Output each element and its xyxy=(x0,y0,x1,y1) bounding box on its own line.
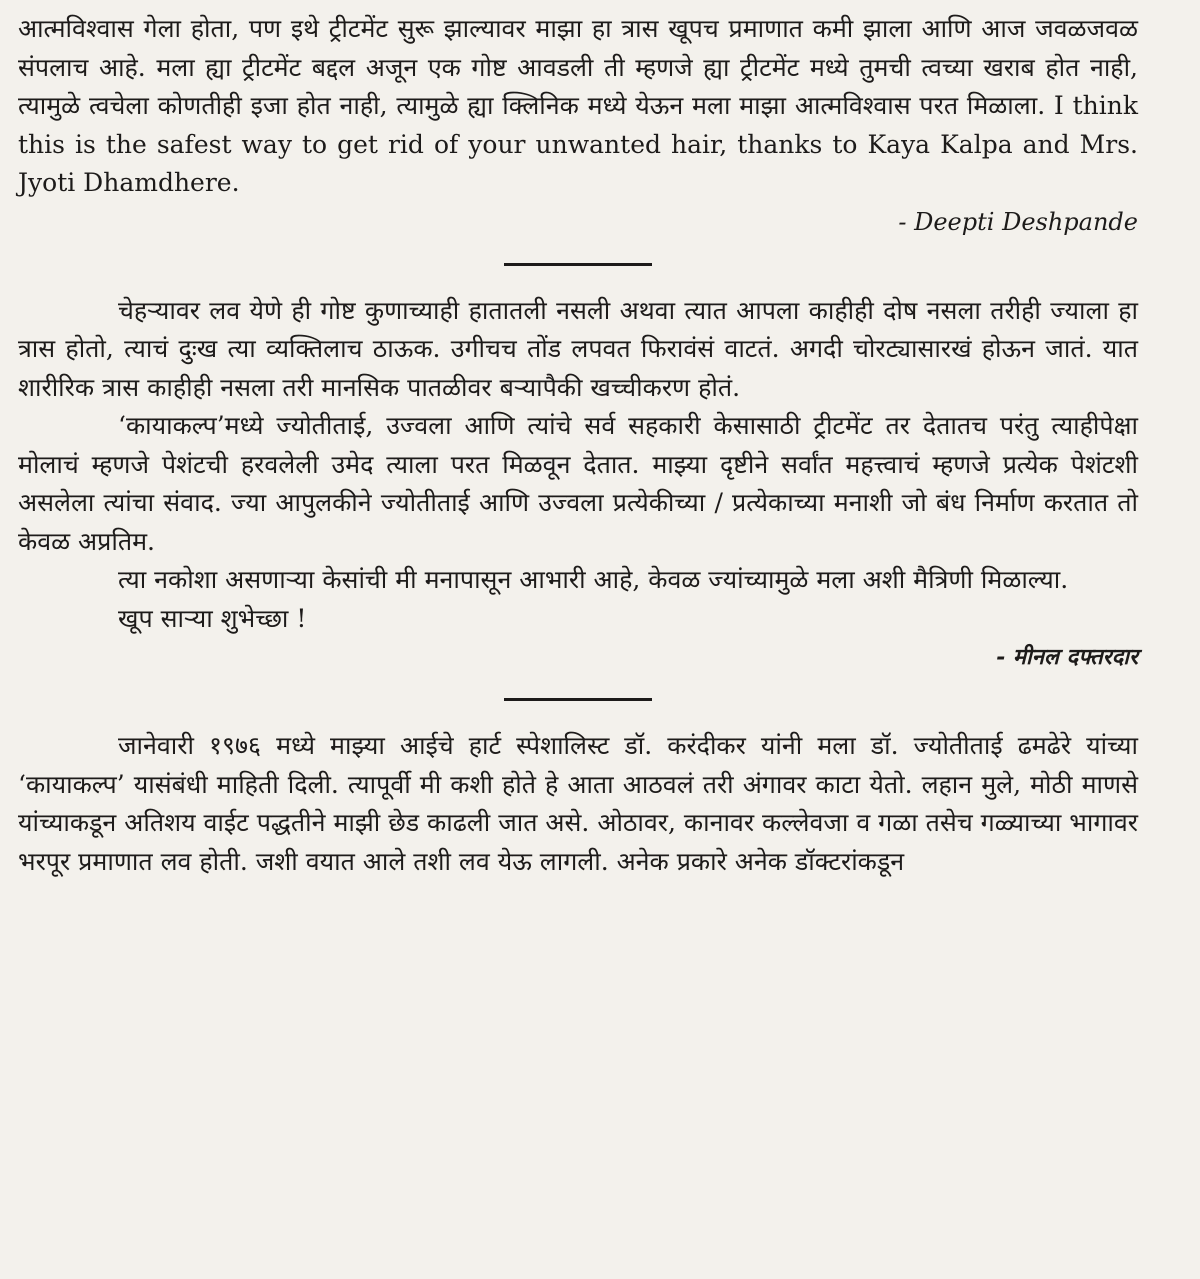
signature-meenal-daftardar: - मीनल दफ्तरदार xyxy=(996,644,1138,670)
testimonial-paragraph: चेहऱ्यावर लव येणे ही गोष्ट कुणाच्याही हातातली नसली अथवा त्यात आपला काहीही दोष नसला तरीही ज्याला हा त्रास होतो, त्याचं दुःख त्या व्यक्तिलाच ठाऊक. उगीचच तोंड लपवत फिरावंसं वाटतं. अगदी चोरट्यासारखं होऊन जातं. यात शारीरिक त्रास काहीही नसला तरी मानसिक पातळीवर बऱ्यापैकी खच्चीकरण होतं. xyxy=(18,295,1138,402)
testimonial-deepti xyxy=(18,10,1138,241)
testimonial-paragraph: जानेवारी १९७६ मध्ये माझ्या आईचे हार्ट स्पेशालिस्ट डॉ. करंदीकर यांनी मला डॉ. ज्योतीताई ढमढेरे यांच्या ‘कायाकल्प’ यासंबंधी माहिती दिली. त्यापूर्वी मी कशी होते हे आता आठवलं तरी अंगावर काटा येतो. लहान मुले, मोठी माणसे यांच्याकडून अतिशय वाईट पद्धतीने माझी छेड काढली जात असे. ओठावर, कानावर कल्लेवजा व गळा तसेच गळ्याच्या भागावर भरपूर प्रमाणात लव होती. जशी वयात आले तशी लव येऊ लागली. अनेक प्रकारे अनेक डॉक्टरांकडून xyxy=(18,731,1138,876)
testimonial-paragraph: ‘कायाकल्प’मध्ये ज्योतीताई, उज्वला आणि त्यांचे सर्व सहकारी केसासाठी ट्रीटमेंट तर देतातच परंतु त्याहीपेक्षा मोलाचं म्हणजे पेशंटची हरवलेली उमेद त्याला परत मिळवून देतात. माझ्या दृष्टीने सर्वांत महत्त्वाचं म्हणजे प्रत्येक पेशंटशी असलेला त्यांचा संवाद. ज्या आपुलकीने ज्योतीताई आणि उज्वला प्रत्येकीच्या / प्रत्येकाच्या मनाशी जो बंध निर्माण करतात तो केवळ अप्रतिम. xyxy=(18,411,1138,556)
testimonial-meenal xyxy=(18,292,1138,677)
testimonial-paragraph: आत्मविश्वास गेला होता, पण इथे ट्रीटमेंट सुरू झाल्यावर माझा हा त्रास खूपच प्रमाणात कमी झाला आणि आज जवळजवळ संपलाच आहे. मला ह्या ट्रीटमेंट बद्दल अजून एक गोष्ट आवडली ती म्हणजे ह्या ट्रीटमेंट मध्ये तुमची त्वच्या खराब होत नाही, त्यामुळे त्वचेला कोणतीही इजा होत नाही, त्यामुळे ह्या क्लिनिक मध्ये येऊन मला माझा आत्मविश्वास परत मिळाला. I think this is the safest way to get rid of your unwanted hair, thanks to Kaya Kalpa and Mrs. Jyoti Dhamdhere. xyxy=(18,14,1138,197)
testimonial-paragraph: खूप साऱ्या शुभेच्छा ! xyxy=(118,603,307,633)
section-divider xyxy=(504,263,652,266)
testimonial-third xyxy=(18,727,1138,881)
signature-deepti-deshpande: - Deepti Deshpande xyxy=(898,207,1138,236)
testimonial-paragraph: त्या नकोशा असणाऱ्या केसांची मी मनापासून आभारी आहे, केवळ ज्यांच्यामुळे मला अशी मैत्रिणी मिळाल्या. xyxy=(118,565,1069,594)
section-divider xyxy=(504,698,652,701)
